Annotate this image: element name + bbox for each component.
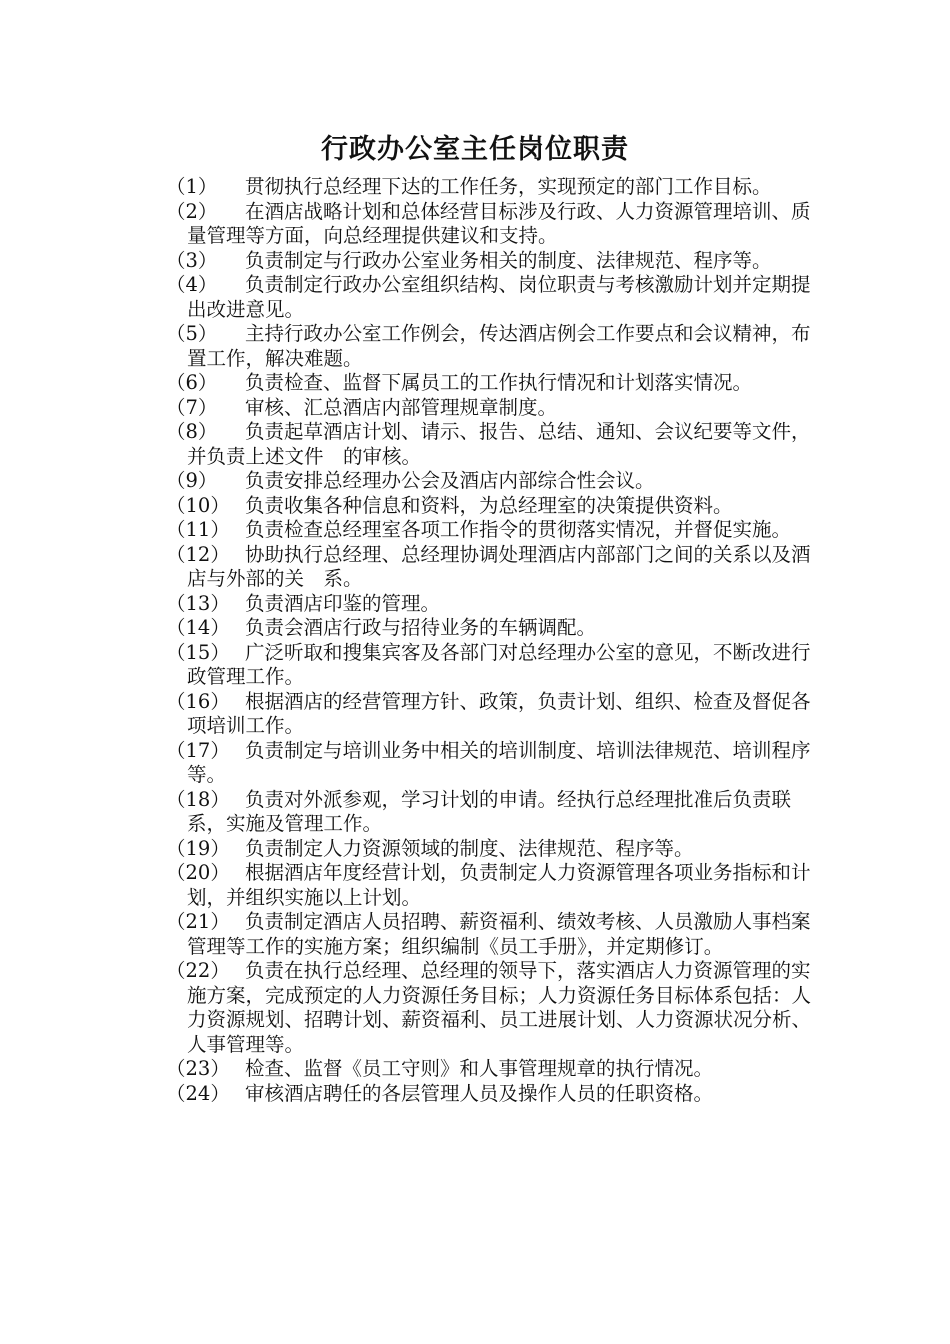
duty-text: 根据酒店的经营管理方针、政策，负责计划、组织、检查及督促各项培训工作。 [187,689,811,737]
duty-item [166,543,816,592]
duty-number: （8） [166,420,218,443]
duty-text: 负责制定与行政办公室业务相关的制度、法律规范、程序等。 [245,248,772,272]
duty-text: 在酒店战略计划和总体经营目标涉及行政、人力资源管理培训、质量管理等方面，向总经理提供建议和支持。 [187,199,811,247]
duty-item [166,396,816,421]
duty-number: （7） [166,395,218,419]
duty-item [166,739,816,788]
duty-text: 负责酒店印鉴的管理。 [245,591,441,615]
duty-item [166,371,816,396]
duty-text: 负责检查总经理室各项工作指令的贯彻落实情况，并督促实施。 [245,518,792,541]
duty-text: 主持行政办公室工作例会，传达酒店例会工作要点和会议精神，布置工作，解决难题。 [187,322,811,370]
duty-item [166,469,816,494]
duty-number: （17） [166,738,230,762]
duty-text: 负责对外派参观，学习计划的申请。经执行总经理批准后负责联系，实施及管理工作。 [187,787,792,835]
duty-item [166,861,816,910]
duty-number: （22） [166,959,230,982]
duty-number: （23） [166,1057,230,1080]
duty-item [166,518,816,543]
duty-text: 负责制定行政办公室组织结构、岗位职责与考核激励计划并定期提出改进意见。 [187,273,811,321]
duty-item [166,1082,816,1107]
duty-item [166,420,816,469]
duty-list [166,175,816,1106]
duty-number: （19） [166,836,230,860]
duty-text: 广泛听取和搜集宾客及各部门对总经理办公室的意见，不断改进行政管理工作。 [187,640,811,688]
duty-text: 负责制定酒店人员招聘、薪资福利、绩效考核、人员激励人事档案管理等工作的实施方案；组织编制《员工手册》，并定期修订。 [187,910,811,958]
duty-item [166,200,816,249]
duty-number: （1） [166,175,218,198]
duty-item [166,592,816,617]
duty-text: 负责会酒店行政与招待业务的车辆调配。 [245,616,597,639]
duty-item [166,1057,816,1082]
duty-number: （16） [166,689,230,713]
duty-item [166,837,816,862]
duty-number: （11） [166,518,230,541]
duty-text: 协助执行总经理、总经理协调处理酒店内部部门之间的关系以及酒店与外部的关 系。 [187,542,811,590]
duty-item [166,273,816,322]
duty-number: （3） [166,248,218,272]
duty-number: （9） [166,469,218,492]
duty-item [166,249,816,274]
duty-text: 审核酒店聘任的各层管理人员及操作人员的任职资格。 [245,1081,714,1105]
duty-item [166,959,816,1057]
duty-number: （12） [166,542,230,566]
duty-text: 审核、汇总酒店内部管理规章制度。 [245,395,558,419]
duty-text: 负责起草酒店计划、请示、报告、总结、通知、会议纪要等文件，并负责上述文件 的审核。 [187,420,811,468]
duty-item [166,616,816,641]
duty-item [166,322,816,371]
duty-number: （14） [166,616,230,639]
duty-number: （20） [166,861,230,884]
duty-number: （4） [166,273,218,296]
duty-number: （21） [166,910,230,933]
duty-text: 负责制定人力资源领域的制度、法律规范、程序等。 [245,836,694,860]
duty-number: （15） [166,640,230,664]
duty-number: （2） [166,199,218,223]
duty-item [166,641,816,690]
duty-text: 负责收集各种信息和资料，为总经理室的决策提供资料。 [245,493,733,517]
duty-item [166,690,816,739]
duty-number: （10） [166,493,230,517]
duty-text: 负责检查、监督下属员工的工作执行情况和计划落实情况。 [245,371,753,394]
duty-number: （18） [166,787,230,811]
duty-text: 负责安排总经理办公会及酒店内部综合性会议。 [245,469,655,492]
duty-item [166,788,816,837]
duty-text: 负责制定与培训业务中相关的培训制度、培训法律规范、培训程序等。 [187,738,811,786]
duty-item [166,910,816,959]
duty-number: （13） [166,591,230,615]
duty-number: （24） [166,1081,230,1105]
document-title: 行政办公室主任岗位职责 [321,134,629,165]
duty-text: 负责在执行总经理、总经理的领导下，落实酒店人力资源管理的实施方案，完成预定的人力资源任务目标；人力资源任务目标体系包括：人力资源规划、招聘计划、薪资福利、员工进展计划、人力资源状况分析、人事管理等。 [187,959,812,1056]
duty-text: 根据酒店年度经营计划，负责制定人力资源管理各项业务指标和计划，并组织实施以上计划。 [187,861,811,909]
duty-item [166,494,816,519]
duty-number: （6） [166,371,218,394]
duty-number: （5） [166,322,218,345]
duty-text: 检查、监督《员工守则》和人事管理规章的执行情况。 [245,1057,714,1080]
duty-item [166,175,816,200]
duty-text: 贯彻执行总经理下达的工作任务，实现预定的部门工作目标。 [245,175,772,198]
